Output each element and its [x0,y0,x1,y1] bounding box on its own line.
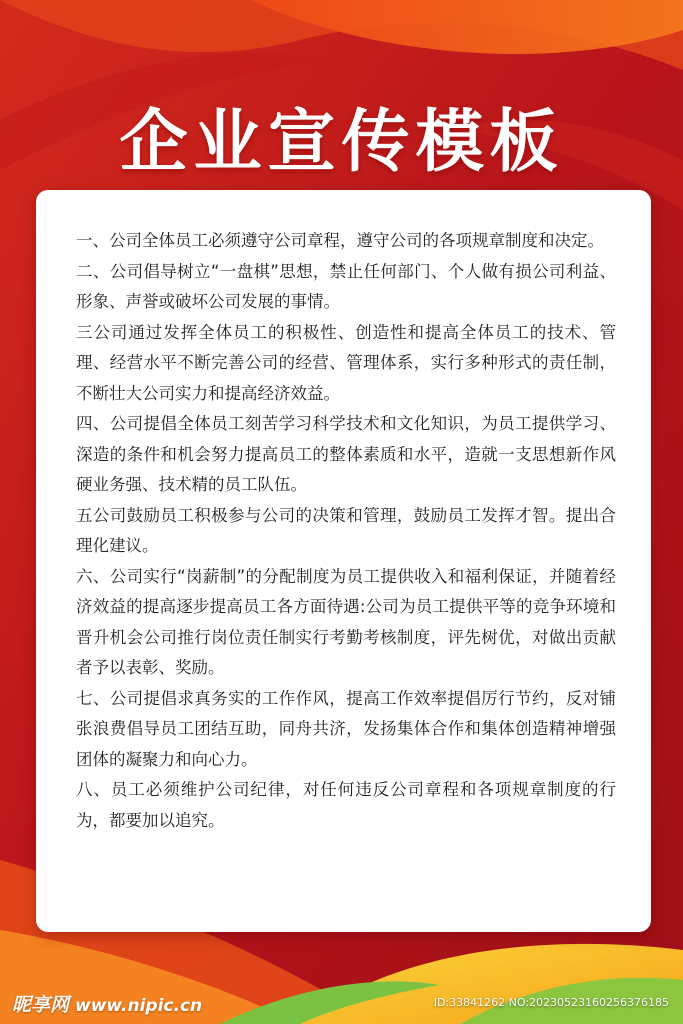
rule-paragraph-4: 四、公司提倡全体员工刻苦学习科学技术和文化知识，为员工提供学习、深造的条件和机会努力提高员工的整体素质和水平，造就一支思想新作风硬业务强、技术精的员工队伍。 [76,414,616,494]
rule-paragraph-2: 二、公司倡导树立“一盘棋”思想，禁止任何部门、个人做有损公司利益、形象、声誉或破坏公司发展的事情。 [76,261,616,311]
rule-paragraph-1: 一、公司全体员工必须遵守公司章程，遵守公司的各项规章制度和决定。 [76,231,604,250]
rule-paragraph-7: 七、公司提倡求真务实的工作作风，提高工作效率提倡厉行节约，反对铺张浪费倡导员工团结互助，同舟共济，发扬集体合作和集体创造精神增强团体的凝聚力和向心力。 [76,688,616,769]
watermark-logo [12,990,202,1017]
rule-paragraph-5: 五公司鼓励员工积极参与公司的决策和管理，鼓励员工发挥才智。提出合理化建议。 [76,505,616,555]
rule-paragraph-8: 八、员工必须维护公司纪律，对任何违反公司章程和各项规章制度的行为，都要加以追究。 [76,780,616,830]
watermark-id: ID:33841262 NO:20230523160256376185 [433,996,669,1009]
watermark-brand: 昵享网 [12,994,70,1016]
rules-list [76,226,616,836]
watermark-url: www.nipic.cn [75,996,203,1016]
rule-paragraph-3: 三公司通过发挥全体员工的积极性、创造性和提高全体员工的技术、管理、经营水平不断完善公司的经营、管理体系，实行多种形式的责任制，不断壮大公司实力和提高经济效益。 [76,322,616,403]
poster-title: 企业宣传模板 [119,103,564,182]
rule-paragraph-6: 六、公司实行“岗薪制”的分配制度为员工提供收入和福利保证，并随着经济效益的提高逐步提高员工各方面待遇:公司为员工提供平等的竞争环境和晋升机会公司推行岗位责任制实行考勤考核制度，评先树优，对做出贡献者予以表彰、奖励。 [76,566,616,677]
content-card [36,190,651,932]
